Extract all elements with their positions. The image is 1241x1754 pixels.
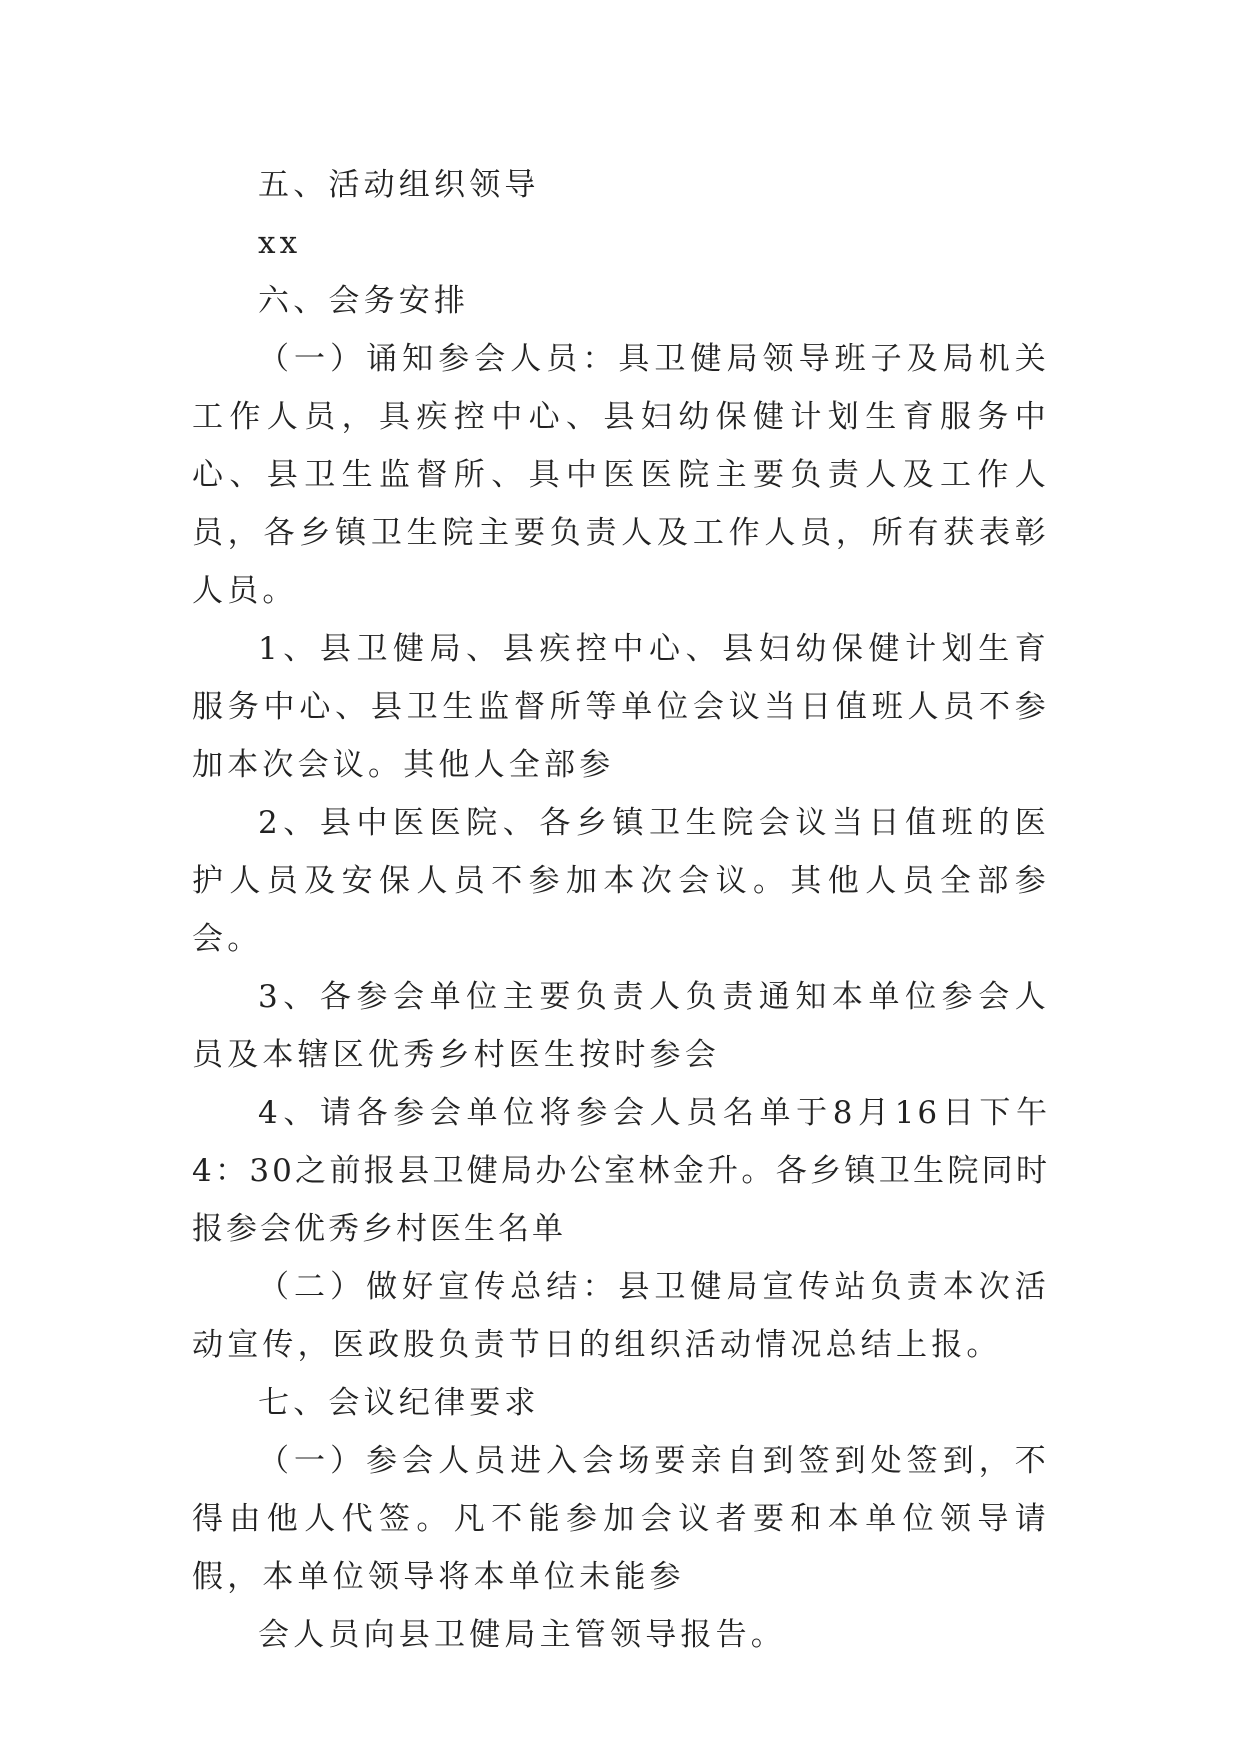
section-heading-6: 六、会务安排 [258,283,470,319]
paragraph-item-2: 2、县中医医院、各乡镇卫生院会议当日值班的医护人员及安保人员不参加本次会议。其他人员全部参会。 [192,805,1050,957]
paragraph-notify-attendees: （一）诵知参会人员：具卫健局领导班子及局机关工作人员，具疾控中心、县妇幼保健计划生育服务中心、县卫生监督所、具中医医院主要负责人及工作人员，各乡镇卫生院主要负责人及工作人员，所有获表彰人员。 [192,341,1050,609]
paragraph-item-1: 1、县卫健局、县疾控中心、县妇幼保健计划生育服务中心、县卫生监督所等单位会议当日值班人员不参加本次会议。其他人全部参 [192,631,1050,783]
paragraph-report: 会人员向县卫健局主管领导报告。 [258,1617,786,1653]
paragraph-item-4: 4、请各参会单位将参会人员名单于8月16日下午4：30之前报县卫健局办公室林金升。各乡镇卫生院同时报参会优秀乡村医生名单 [192,1095,1050,1247]
organizer-placeholder: xx [258,225,302,261]
paragraph-sign-in: （一）参会人员进入会场要亲自到签到处签到，不得由他人代签。凡不能参加会议者要和本单位领导请假，本单位领导将本单位未能参 [192,1443,1050,1595]
paragraph-item-3: 3、各参会单位主要负责人负责通知本单位参会人员及本辖区优秀乡村医生按时参会 [192,979,1050,1073]
paragraph-publicity-summary: （二）做好宣传总结：县卫健局宣传站负责本次活动宣传，医政股负责节日的组织活动情况总结上报。 [192,1269,1050,1363]
section-heading-5: 五、活动组织领导 [258,167,540,203]
section-heading-7: 七、会议纪律要求 [258,1385,540,1421]
document-body [192,156,1050,1664]
